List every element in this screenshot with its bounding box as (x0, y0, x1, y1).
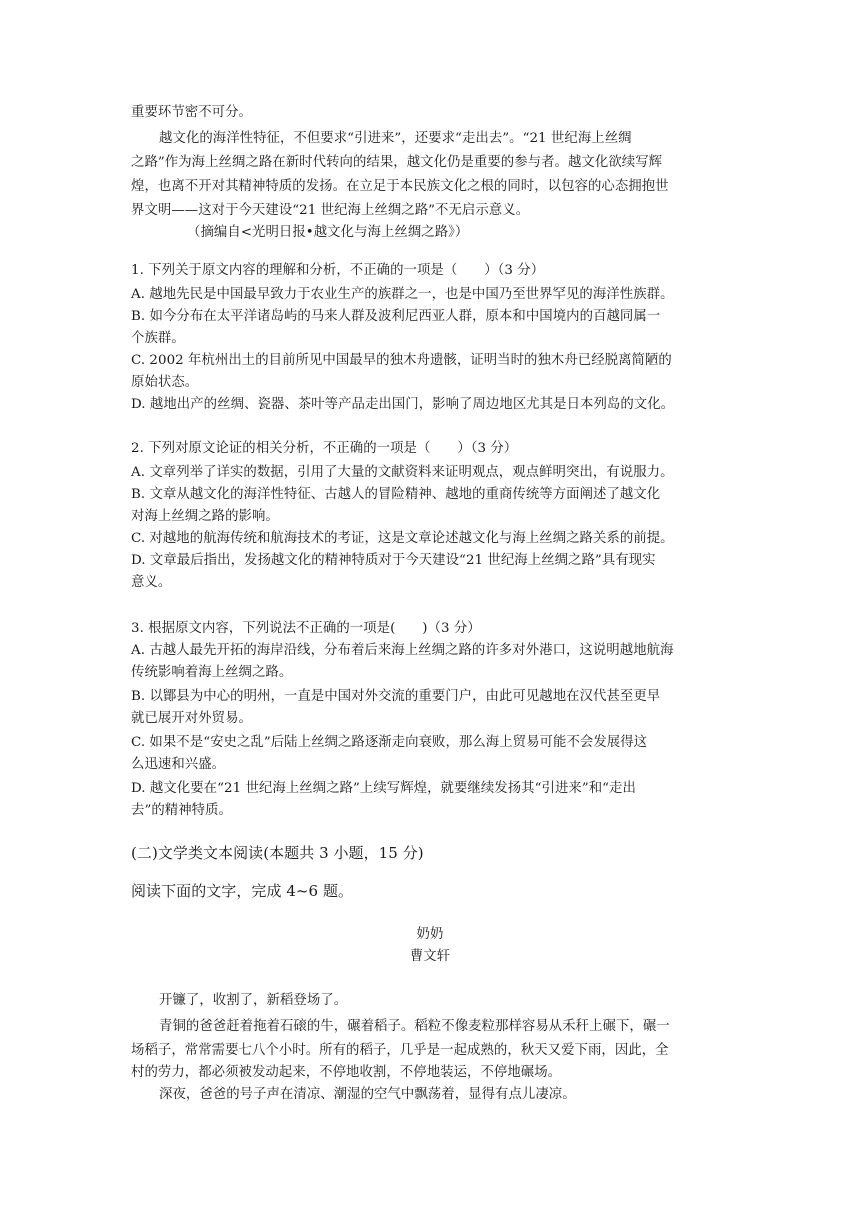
option-line: A. 越地先民是中国最早致力于农业生产的族群之一，也是中国乃至世界罕见的海洋性族群。 (131, 287, 674, 302)
option-line: C. 2002 年杭州出土的目前所见中国最早的独木舟遗骸，证明当时的独木舟已经脱离简陋的 (131, 353, 672, 368)
passage-line: 界文明——这对于今天建设“21 世纪海上丝绸之路”不无启示意义。 (131, 203, 530, 218)
section-heading: (二)文学类文本阅读(本题共 3 小题，15 分) (131, 844, 424, 862)
option-line: 对海上丝绸之路的影响。 (131, 509, 279, 524)
option-line: 原始状态。 (131, 375, 199, 390)
section-instruction: 阅读下面的文字，完成 4~6 题。 (131, 882, 354, 900)
option-line: 意义。 (131, 575, 172, 590)
question-stem: 3. 根据原文内容，下列说法不正确的一项是( )（3 分） (131, 621, 481, 636)
option-line: 个族群。 (131, 331, 185, 346)
option-line: 么迅速和兴盛。 (131, 757, 226, 772)
source-note: （摘编自<光明日报•越文化与海上丝绸之路》） (187, 225, 469, 240)
question-stem: 2. 下列对原文论证的相关分析，不正确的一项是（ ）（3 分） (131, 441, 518, 456)
option-line: 去”的精神特质。 (131, 803, 232, 818)
option-line: B. 文章从越文化的海洋性特征、古越人的冒险精神、越地的重商传统等方面阐述了越文化 (131, 487, 661, 502)
option-line: B. 以鄮县为中心的明州，一直是中国对外交流的重要门户，由此可见越地在汉代甚至更早 (131, 689, 661, 704)
story-line: 村的劳力，都必须被发动起来，不停地收割，不停地装运，不停地碾场。 (131, 1065, 562, 1080)
story-line: 开镰了，收割了，新稻登场了。 (159, 993, 348, 1008)
question-stem: 1. 下列关于原文内容的理解和分析，不正确的一项是（ ）（3 分） (131, 263, 545, 278)
option-line: D. 越文化要在“21 世纪海上丝绸之路”上续写辉煌，就要继续发扬其“引进来”和“走出 (131, 781, 636, 796)
option-line: B. 如今分布在太平洋诸岛屿的马来人群及波利尼西亚人群，原本和中国境内的百越同属一 (131, 309, 661, 324)
passage-line: 之路”作为海上丝绸之路在新时代转向的结果，越文化仍是重要的参与者。越文化欲续写辉 (131, 155, 663, 170)
story-line: 场稻子，常常需要七八个小时。所有的稻子，几乎是一起成熟的，秋天又爱下雨，因此，全 (131, 1043, 669, 1058)
option-line: C. 对越地的航海传统和航海技术的考证，这是文章论述越文化与海上丝绸之路关系的前提。 (131, 531, 674, 546)
story-line: 青铜的爸爸赶着拖着石磙的牛，碾着稻子。稻粒不像麦粒那样容易从禾秆上碾下，碾一 (159, 1019, 670, 1034)
passage-line: 煌，也离不开对其精神特质的发扬。在立足于本民族文化之根的同时，以包容的心态拥抱世 (131, 179, 669, 194)
option-line: 传统影响着海上丝绸之路。 (131, 665, 293, 680)
option-line: A. 文章列举了详实的数据，引用了大量的文献资料来证明观点，观点鲜明突出，有说服力。 (131, 465, 674, 480)
option-line: 就已展开对外贸易。 (131, 711, 252, 726)
story-line: 深夜，爸爸的号子声在清凉、潮湿的空气中飘荡着，显得有点儿凄凉。 (159, 1087, 576, 1102)
option-line: D. 文章最后指出，发扬越文化的精神特质对于今天建设“21 世纪海上丝绸之路”具有现实 (131, 553, 656, 568)
option-line: D. 越地出产的丝绸、瓷器、茶叶等产品走出国门，影响了周边地区尤其是日本列岛的文化。 (131, 397, 675, 412)
passage-line: 越文化的海洋性特征，不但要求“引进来”，还要求“走出去”。“21 世纪海上丝绸 (159, 131, 632, 146)
passage-line: 重要环节密不可分。 (131, 105, 252, 120)
option-line: A. 古越人最先开拓的海岸沿线，分布着后来海上丝绸之路的许多对外港口，这说明越地航海 (131, 643, 674, 658)
option-line: C. 如果不是“安史之乱”后陆上丝绸之路逐渐走向衰败，那么海上贸易可能不会发展得这 (131, 735, 648, 750)
story-author: 曹文轩 (409, 949, 451, 964)
story-title: 奶奶 (416, 927, 444, 942)
